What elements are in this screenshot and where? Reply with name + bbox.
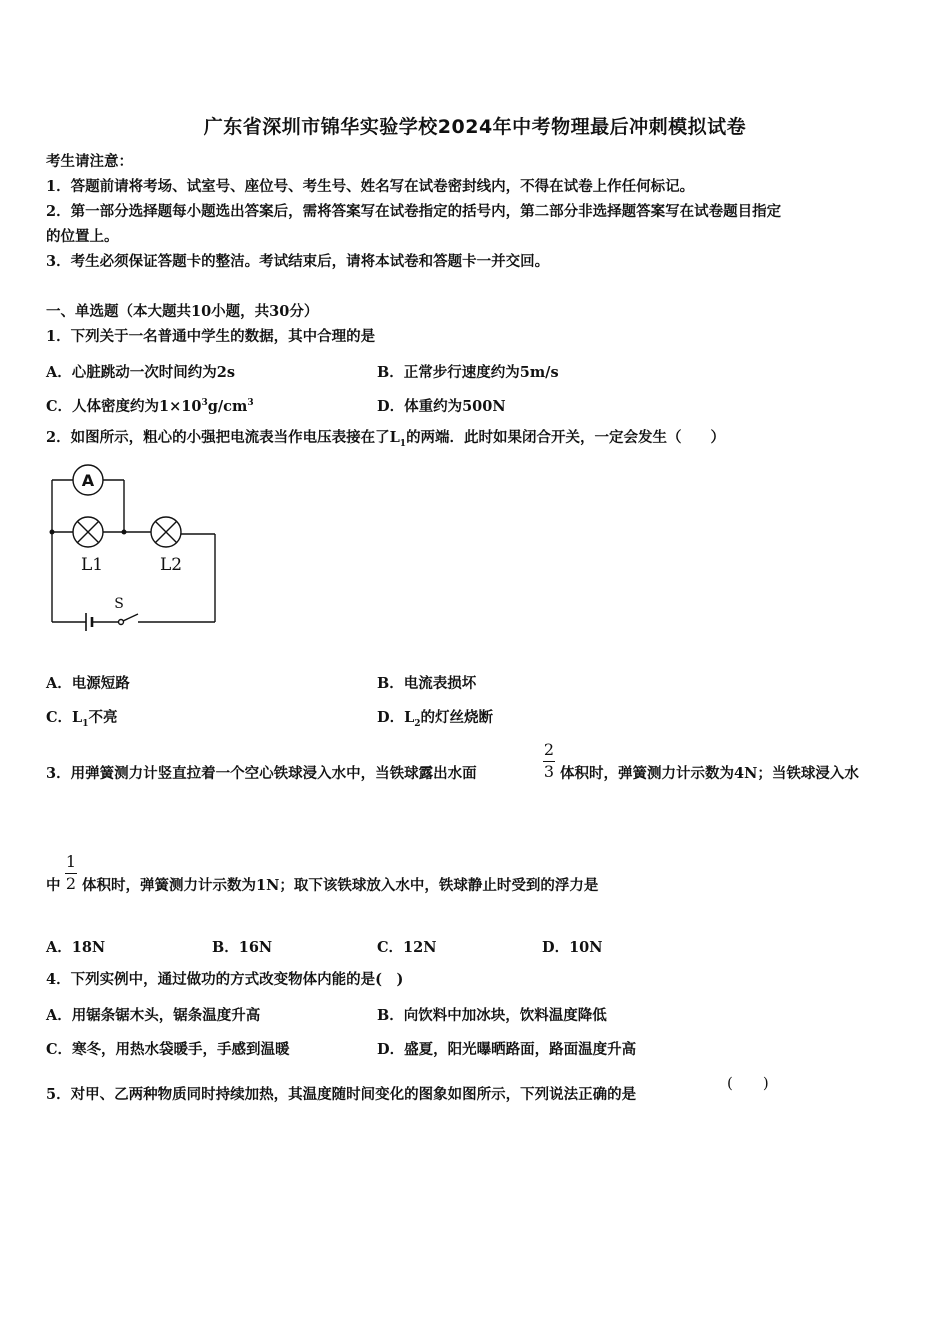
page-title: 广东省深圳市锦华实验学校2024年中考物理最后冲刺模拟试卷 — [203, 116, 747, 138]
circuit-diagram — [40, 462, 230, 642]
q3-option-a: A．18N — [46, 939, 106, 956]
ammeter-label: A — [81, 471, 95, 490]
notice-item-2-cont: 的位置上。 — [46, 228, 119, 245]
q4-option-b: B．向饮料中加冰块，饮料温度降低 — [377, 1007, 607, 1024]
question-3-line-1-a: 3．用弹簧测力计竖直拉着一个空心铁球浸入水中，当铁球露出水面 — [46, 765, 477, 782]
q1-option-c: C．人体密度约为$1\times 10^3g/cm^3$ — [46, 398, 254, 415]
notice-item-2: 2．第一部分选择题每小题选出答案后，需将答案写在试卷指定的括号内，第二部分非选择题答案写在试卷题目指定 — [46, 203, 782, 220]
answer-parentheses: ( ) — [727, 1074, 769, 1092]
question-3-line-1-b: 体积时，弹簧测力计示数为4N；当铁球浸入水 — [560, 765, 859, 782]
notice-heading: 考生请注意： — [46, 153, 133, 170]
notice-item-1: 1．答题前请将考场、试室号、座位号、考生号、姓名写在试卷密封线内，不得在试卷上作任何标记。 — [46, 178, 695, 195]
q2-option-d: D．$L_2$的灯丝烧断 — [377, 709, 494, 729]
q4-option-a: A．用锯条锯木头，锯条温度升高 — [46, 1007, 261, 1024]
q3-option-c: C．12N — [377, 939, 437, 956]
q3-option-d: D．10N — [542, 939, 603, 956]
q4-option-d: D．盛夏，阳光曝晒路面，路面温度升高 — [377, 1041, 637, 1058]
q2-option-a: A．电源短路 — [46, 675, 130, 692]
lamp-2-label: L2 — [159, 555, 183, 575]
section-heading: 一、单选题（本大题共10小题，共30分） — [46, 303, 319, 320]
q2-option-c: C．$L_1$不亮 — [46, 709, 118, 729]
notice-item-3: 3．考生必须保证答题卡的整洁。考试结束后，请将本试卷和答题卡一并交回。 — [46, 253, 550, 270]
switch-label: S — [114, 596, 124, 612]
lamp-1-label: L1 — [80, 555, 104, 575]
q1-option-b: B．正常步行速度约为5m/s — [377, 364, 559, 381]
q1-option-d: D．体重约为500N — [377, 398, 506, 415]
q2-option-b: B．电流表损坏 — [377, 675, 477, 692]
question-1-stem: 1．下列关于一名普通中学生的数据，其中合理的是 — [46, 328, 376, 345]
question-3-line-2-b: 体积时，弹簧测力计示数为1N；取下该铁球放入水中，铁球静止时受到的浮力是 — [82, 877, 599, 894]
question-4-stem: 4．下列实例中，通过做功的方式改变物体内能的是( ) — [46, 971, 404, 988]
question-3-line-2-a: 中 — [46, 877, 61, 894]
q1-option-a: A．心脏跳动一次时间约为2s — [46, 364, 236, 381]
question-2-stem: 2．如图所示，粗心的小强把电流表当作电压表接在了$L_1$的两端．此时如果闭合开关，一定会发生（ ） — [46, 429, 726, 449]
question-5-stem: 5．对甲、乙两种物质同时持续加热，其温度随时间变化的图象如图所示，下列说法正确的是 — [46, 1086, 637, 1103]
q3-option-b: B．16N — [212, 939, 273, 956]
q4-option-c: C．寒冬，用热水袋暖手，手感到温暖 — [46, 1041, 290, 1058]
